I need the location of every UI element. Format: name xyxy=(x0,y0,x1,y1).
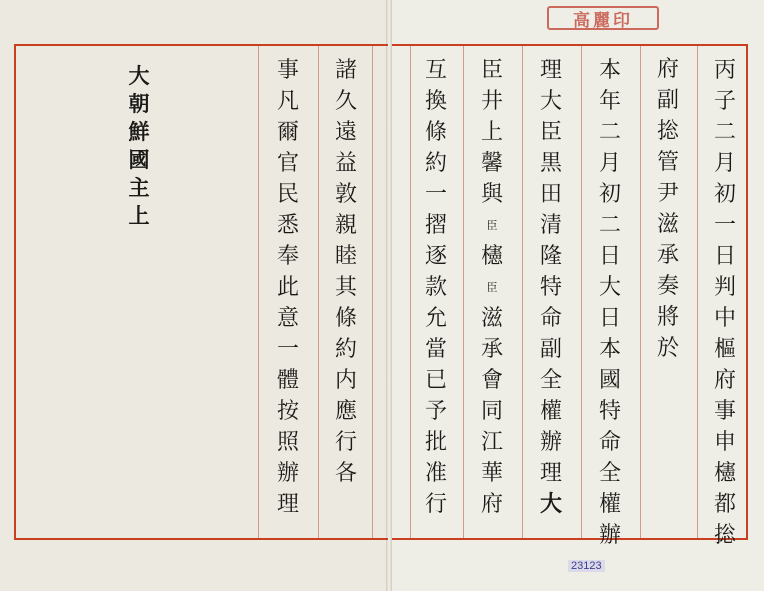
character-glyph: 黒 xyxy=(539,151,562,176)
character-glyph: 日 xyxy=(713,244,736,269)
character-glyph: 條 xyxy=(334,306,357,331)
character-glyph: 行 xyxy=(424,492,447,517)
character-glyph: 馨 xyxy=(480,151,503,176)
character-glyph: 將 xyxy=(656,305,679,330)
character-glyph: 田 xyxy=(539,182,562,207)
character-glyph: 二 xyxy=(598,213,621,238)
character-glyph: 條 xyxy=(424,120,447,145)
seal-text: 高麗印 xyxy=(573,10,633,31)
character-glyph: 悉 xyxy=(276,213,299,238)
character-glyph: 判 xyxy=(713,275,736,300)
column-rule xyxy=(522,46,523,538)
character-glyph: 隆 xyxy=(539,244,562,269)
character-glyph: 命 xyxy=(598,430,621,455)
character-glyph: 樞 xyxy=(713,337,736,362)
character-glyph: 上 xyxy=(128,203,150,228)
character-glyph: 本 xyxy=(598,337,621,362)
character-glyph: 二 xyxy=(713,120,736,145)
character-glyph: 凡 xyxy=(276,89,299,114)
character-glyph: 副 xyxy=(539,337,562,362)
text-column-right-3 xyxy=(595,55,625,551)
character-glyph: 辦 xyxy=(539,430,562,455)
character-glyph: 月 xyxy=(713,151,736,176)
character-glyph: 二 xyxy=(598,120,621,145)
character-glyph: 朝 xyxy=(128,91,150,116)
character-glyph: 鮮 xyxy=(128,119,150,144)
text-column-left-3 xyxy=(331,55,361,489)
character-glyph: 理 xyxy=(539,461,562,486)
character-glyph: 管 xyxy=(656,150,679,175)
character-glyph: 一 xyxy=(276,337,299,362)
character-glyph: 臣 xyxy=(486,219,498,232)
text-column-right-5 xyxy=(477,55,507,520)
character-glyph: 應 xyxy=(334,399,357,424)
character-glyph: 櫶 xyxy=(713,461,736,486)
character-glyph: 大 xyxy=(128,63,150,88)
character-glyph: 辦 xyxy=(598,523,621,548)
character-glyph: 特 xyxy=(539,275,562,300)
character-glyph: 大 xyxy=(598,275,621,300)
seal-stamp xyxy=(547,6,659,30)
character-glyph: 事 xyxy=(713,399,736,424)
text-column-left-1 xyxy=(124,62,154,230)
character-glyph: 此 xyxy=(276,275,299,300)
character-glyph: 府 xyxy=(656,57,679,82)
character-glyph: 大 xyxy=(539,89,562,114)
character-glyph: 清 xyxy=(539,213,562,238)
character-glyph: 副 xyxy=(656,88,679,113)
column-rule xyxy=(372,46,373,538)
character-glyph: 意 xyxy=(276,306,299,331)
character-glyph: 尹 xyxy=(656,181,679,206)
character-glyph: 各 xyxy=(334,461,357,486)
character-glyph: 權 xyxy=(598,492,621,517)
column-rule xyxy=(410,46,411,538)
character-glyph: 約 xyxy=(424,151,447,176)
character-glyph: 當 xyxy=(424,337,447,362)
character-glyph: 奉 xyxy=(276,244,299,269)
character-glyph: 與 xyxy=(480,182,503,207)
character-glyph: 上 xyxy=(480,120,503,145)
character-glyph: 按 xyxy=(276,399,299,424)
text-column-right-1 xyxy=(710,55,740,551)
character-glyph: 承 xyxy=(656,243,679,268)
character-glyph: 爾 xyxy=(276,120,299,145)
character-glyph: 其 xyxy=(334,275,357,300)
character-glyph: 初 xyxy=(598,182,621,207)
character-glyph: 睦 xyxy=(334,244,357,269)
character-glyph: 臣 xyxy=(480,58,503,83)
text-column-right-2 xyxy=(653,54,683,364)
character-glyph: 中 xyxy=(713,306,736,331)
character-glyph: 國 xyxy=(598,368,621,393)
character-glyph: 遠 xyxy=(334,120,357,145)
character-glyph: 已 xyxy=(424,368,447,393)
character-glyph: 一 xyxy=(424,182,447,207)
character-glyph: 全 xyxy=(598,461,621,486)
column-rule xyxy=(318,46,319,538)
character-glyph: 體 xyxy=(276,368,299,393)
character-glyph: 丙 xyxy=(713,58,736,83)
character-glyph: 久 xyxy=(334,89,357,114)
column-rule xyxy=(581,46,582,538)
character-glyph: 子 xyxy=(713,89,736,114)
character-glyph: 照 xyxy=(276,430,299,455)
column-rule xyxy=(258,46,259,538)
column-rule xyxy=(640,46,641,538)
character-glyph: 准 xyxy=(424,461,447,486)
character-glyph: 命 xyxy=(539,306,562,331)
character-glyph: 換 xyxy=(424,89,447,114)
character-glyph: 江 xyxy=(480,430,503,455)
character-glyph: 初 xyxy=(713,182,736,207)
character-glyph: 申 xyxy=(713,430,736,455)
character-glyph: 日 xyxy=(598,306,621,331)
character-glyph: 特 xyxy=(598,399,621,424)
character-glyph: 益 xyxy=(334,151,357,176)
character-glyph: 奏 xyxy=(656,274,679,299)
character-glyph: 批 xyxy=(424,430,447,455)
character-glyph: 款 xyxy=(424,275,447,300)
character-glyph: 國 xyxy=(128,147,150,172)
character-glyph: 日 xyxy=(598,244,621,269)
character-glyph: 事 xyxy=(276,58,299,83)
character-glyph: 承 xyxy=(480,337,503,362)
character-glyph: 民 xyxy=(276,182,299,207)
character-glyph: 辦 xyxy=(276,461,299,486)
character-glyph: 行 xyxy=(334,430,357,455)
character-glyph: 會 xyxy=(480,368,503,393)
character-glyph: 臣 xyxy=(539,120,562,145)
character-glyph: 同 xyxy=(480,399,503,424)
character-glyph: 理 xyxy=(539,58,562,83)
character-glyph: 月 xyxy=(598,151,621,176)
character-glyph: 井 xyxy=(480,89,503,114)
character-glyph: 於 xyxy=(656,336,679,361)
character-glyph: 臣 xyxy=(486,281,498,294)
text-column-right-6 xyxy=(421,55,451,520)
character-glyph: 摺 xyxy=(424,213,447,238)
catalog-number: 23123 xyxy=(568,560,605,572)
character-glyph: 敦 xyxy=(334,182,357,207)
character-glyph: 理 xyxy=(276,492,299,517)
character-glyph: 諸 xyxy=(334,58,357,83)
character-glyph: 本 xyxy=(598,58,621,83)
character-glyph: 允 xyxy=(424,306,447,331)
character-glyph: 府 xyxy=(713,368,736,393)
character-glyph: 全 xyxy=(539,368,562,393)
character-glyph: 互 xyxy=(424,58,447,83)
character-glyph: 捴 xyxy=(656,119,679,144)
character-glyph: 内 xyxy=(334,368,357,393)
character-glyph: 主 xyxy=(128,175,150,200)
character-glyph: 一 xyxy=(713,213,736,238)
character-glyph: 約 xyxy=(334,337,357,362)
column-rule xyxy=(463,46,464,538)
character-glyph: 府 xyxy=(480,492,503,517)
character-glyph: 都 xyxy=(713,492,736,517)
character-glyph: 捴 xyxy=(713,523,736,548)
character-glyph: 大 xyxy=(539,491,562,517)
character-glyph: 權 xyxy=(539,399,562,424)
text-column-left-2 xyxy=(273,55,303,520)
character-glyph: 年 xyxy=(598,89,621,114)
column-rule xyxy=(697,46,698,538)
character-glyph: 親 xyxy=(334,213,357,238)
character-glyph: 予 xyxy=(424,399,447,424)
character-glyph: 官 xyxy=(276,151,299,176)
character-glyph: 逐 xyxy=(424,244,447,269)
character-glyph: 滋 xyxy=(480,306,503,331)
character-glyph: 華 xyxy=(480,461,503,486)
character-glyph: 櫶 xyxy=(480,244,503,269)
character-glyph: 滋 xyxy=(656,212,679,237)
text-column-right-4 xyxy=(536,55,566,520)
